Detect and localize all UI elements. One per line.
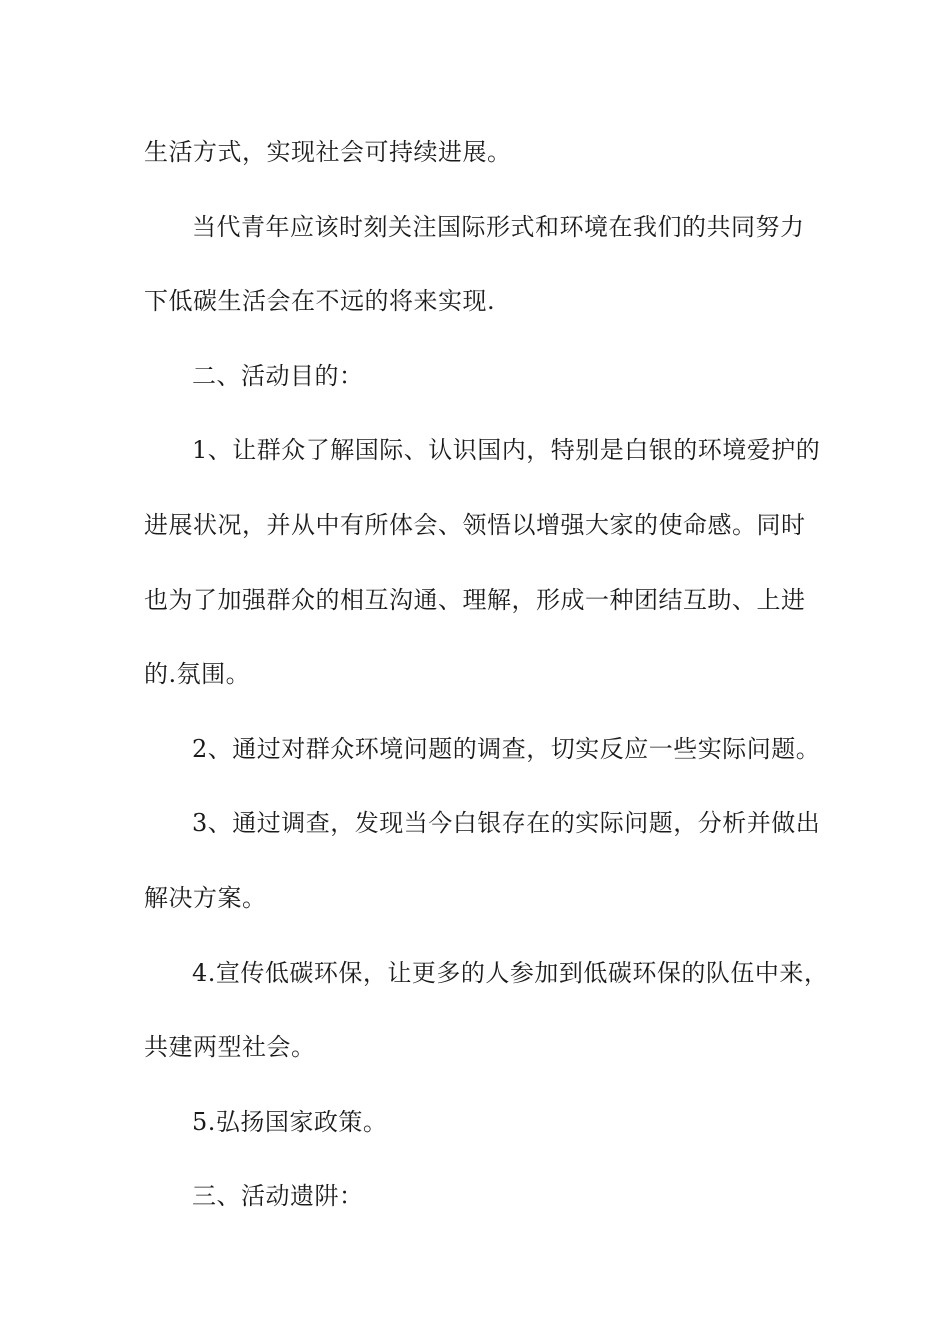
- paragraph-line: 的.氛围。: [144, 660, 251, 688]
- list-item: 4.宣传低碳环保，让更多的人参加到低碳环保的队伍中来，: [192, 959, 829, 987]
- section-heading: 二、活动目的：: [192, 362, 364, 390]
- list-item: 3、通过调查，发现当今白银存在的实际问题，分析并做出: [192, 809, 821, 837]
- list-item: 5.弘扬国家政策。: [192, 1108, 388, 1136]
- paragraph-line: 下低碳生活会在不远的将来实现.: [144, 287, 496, 315]
- paragraph-line: 生活方式，实现社会可持续进展。: [144, 138, 512, 166]
- list-item: 2、通过对群众环境问题的调查，切实反应一些实际问题。: [192, 735, 821, 763]
- paragraph-line: 进展状况，并从中有所体会、领悟以增强大家的使命感。同时: [144, 511, 806, 539]
- list-item: 1、让群众了解国际、认识国内，特别是白银的环境爱护的: [192, 436, 821, 464]
- paragraph-line: 解决方案。: [144, 884, 267, 912]
- paragraph-line: 当代青年应该时刻关注国际形式和环境在我们的共同努力: [192, 213, 805, 241]
- paragraph-line: 也为了加强群众的相互沟通、理解，形成一种团结互助、上进: [144, 586, 806, 614]
- paragraph-line: 共建两型社会。: [144, 1033, 316, 1061]
- section-heading: 三、活动遗阱：: [192, 1182, 364, 1210]
